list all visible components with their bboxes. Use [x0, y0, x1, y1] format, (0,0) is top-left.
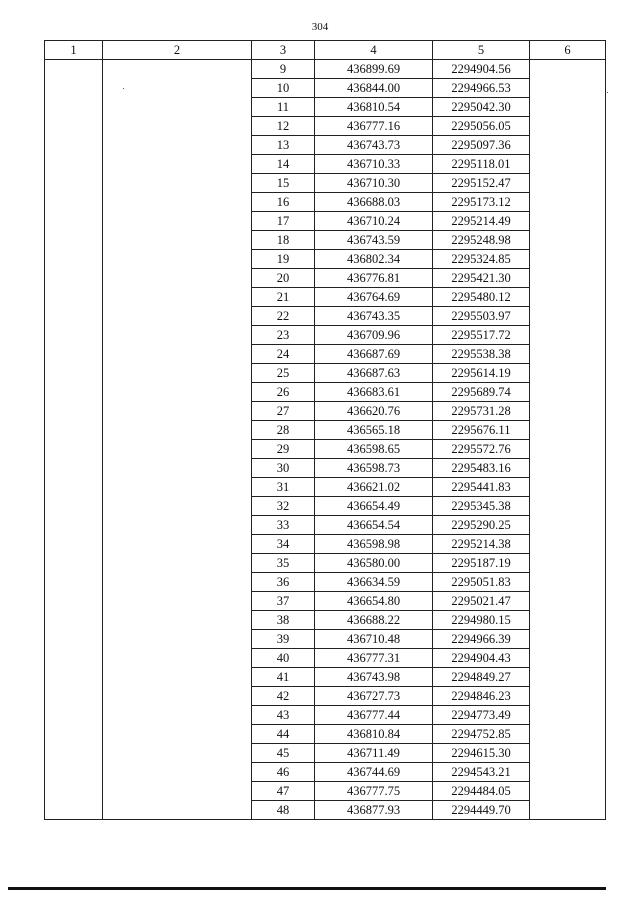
point-number-cell: 10	[252, 79, 315, 98]
x-coordinate-cell: 436687.63	[315, 364, 433, 383]
x-coordinate-cell: 436777.31	[315, 649, 433, 668]
point-number-cell: 26	[252, 383, 315, 402]
y-coordinate-cell: 2295689.74	[433, 383, 530, 402]
point-number-cell: 23	[252, 326, 315, 345]
point-number-cell: 15	[252, 174, 315, 193]
table-header-row	[45, 41, 606, 60]
y-coordinate-cell: 2295152.47	[433, 174, 530, 193]
y-coordinate-cell: 2295517.72	[433, 326, 530, 345]
x-coordinate-cell: 436710.24	[315, 212, 433, 231]
column-header-2: 2	[103, 41, 252, 60]
y-coordinate-cell: 2294980.15	[433, 611, 530, 630]
x-coordinate-cell: 436683.61	[315, 383, 433, 402]
x-coordinate-cell: 436565.18	[315, 421, 433, 440]
y-coordinate-cell: 2294484.05	[433, 782, 530, 801]
y-coordinate-cell: 2295097.36	[433, 136, 530, 155]
y-coordinate-cell: 2295056.05	[433, 117, 530, 136]
point-number-cell: 12	[252, 117, 315, 136]
point-number-cell: 11	[252, 98, 315, 117]
column-header-4: 4	[315, 41, 433, 60]
x-coordinate-cell: 436710.48	[315, 630, 433, 649]
point-number-cell: 40	[252, 649, 315, 668]
y-coordinate-cell: 2295324.85	[433, 250, 530, 269]
point-number-cell: 21	[252, 288, 315, 307]
point-number-cell: 22	[252, 307, 315, 326]
y-coordinate-cell: 2295021.47	[433, 592, 530, 611]
y-coordinate-cell: 2295480.12	[433, 288, 530, 307]
x-coordinate-cell: 436598.65	[315, 440, 433, 459]
y-coordinate-cell: 2295118.01	[433, 155, 530, 174]
y-coordinate-cell: 2295503.97	[433, 307, 530, 326]
col2-blank-cell	[103, 60, 252, 820]
point-number-cell: 27	[252, 402, 315, 421]
point-number-cell: 25	[252, 364, 315, 383]
point-number-cell: 36	[252, 573, 315, 592]
point-number-cell: 42	[252, 687, 315, 706]
table-row	[45, 60, 606, 79]
point-number-cell: 47	[252, 782, 315, 801]
point-number-cell: 13	[252, 136, 315, 155]
y-coordinate-cell: 2295441.83	[433, 478, 530, 497]
x-coordinate-cell: 436711.49	[315, 744, 433, 763]
point-number-cell: 24	[252, 345, 315, 364]
x-coordinate-cell: 436654.80	[315, 592, 433, 611]
y-coordinate-cell: 2295572.76	[433, 440, 530, 459]
x-coordinate-cell: 436580.00	[315, 554, 433, 573]
y-coordinate-cell: 2295214.49	[433, 212, 530, 231]
x-coordinate-cell: 436743.73	[315, 136, 433, 155]
point-number-cell: 35	[252, 554, 315, 573]
column-header-3: 3	[252, 41, 315, 60]
point-number-cell: 31	[252, 478, 315, 497]
x-coordinate-cell: 436899.69	[315, 60, 433, 79]
y-coordinate-cell: 2295051.83	[433, 573, 530, 592]
y-coordinate-cell: 2295345.38	[433, 497, 530, 516]
x-coordinate-cell: 436620.76	[315, 402, 433, 421]
x-coordinate-cell: 436598.73	[315, 459, 433, 478]
y-coordinate-cell: 2295248.98	[433, 231, 530, 250]
y-coordinate-cell: 2294615.30	[433, 744, 530, 763]
column-header-5: 5	[433, 41, 530, 60]
x-coordinate-cell: 436764.69	[315, 288, 433, 307]
y-coordinate-cell: 2294904.43	[433, 649, 530, 668]
x-coordinate-cell: 436877.93	[315, 801, 433, 820]
x-coordinate-cell: 436776.81	[315, 269, 433, 288]
y-coordinate-cell: 2294904.56	[433, 60, 530, 79]
x-coordinate-cell: 436743.98	[315, 668, 433, 687]
y-coordinate-cell: 2295538.38	[433, 345, 530, 364]
y-coordinate-cell: 2295421.30	[433, 269, 530, 288]
point-number-cell: 32	[252, 497, 315, 516]
point-number-cell: 46	[252, 763, 315, 782]
scan-speck	[123, 88, 124, 89]
point-number-cell: 9	[252, 60, 315, 79]
x-coordinate-cell: 436743.35	[315, 307, 433, 326]
x-coordinate-cell: 436654.54	[315, 516, 433, 535]
point-number-cell: 33	[252, 516, 315, 535]
x-coordinate-cell: 436743.59	[315, 231, 433, 250]
x-coordinate-cell: 436709.96	[315, 326, 433, 345]
y-coordinate-cell: 2295290.25	[433, 516, 530, 535]
point-number-cell: 16	[252, 193, 315, 212]
point-number-cell: 34	[252, 535, 315, 554]
y-coordinate-cell: 2295483.16	[433, 459, 530, 478]
y-coordinate-cell: 2294773.49	[433, 706, 530, 725]
x-coordinate-cell: 436688.22	[315, 611, 433, 630]
y-coordinate-cell: 2295042.30	[433, 98, 530, 117]
point-number-cell: 19	[252, 250, 315, 269]
point-number-cell: 18	[252, 231, 315, 250]
x-coordinate-cell: 436802.34	[315, 250, 433, 269]
x-coordinate-cell: 436810.84	[315, 725, 433, 744]
point-number-cell: 43	[252, 706, 315, 725]
table-body	[45, 60, 606, 820]
page-number: 304	[311, 21, 329, 33]
x-coordinate-cell: 436727.73	[315, 687, 433, 706]
y-coordinate-cell: 2294966.39	[433, 630, 530, 649]
x-coordinate-cell: 436777.75	[315, 782, 433, 801]
x-coordinate-cell: 436777.16	[315, 117, 433, 136]
x-coordinate-cell: 436710.33	[315, 155, 433, 174]
point-number-cell: 17	[252, 212, 315, 231]
x-coordinate-cell: 436777.44	[315, 706, 433, 725]
bottom-rule	[8, 887, 606, 890]
x-coordinate-cell: 436844.00	[315, 79, 433, 98]
x-coordinate-cell: 436634.59	[315, 573, 433, 592]
y-coordinate-cell: 2295187.19	[433, 554, 530, 573]
x-coordinate-cell: 436598.98	[315, 535, 433, 554]
scan-speck	[607, 92, 608, 93]
x-coordinate-cell: 436687.69	[315, 345, 433, 364]
point-number-cell: 37	[252, 592, 315, 611]
point-number-cell: 41	[252, 668, 315, 687]
y-coordinate-cell: 2295731.28	[433, 402, 530, 421]
y-coordinate-cell: 2294846.23	[433, 687, 530, 706]
x-coordinate-cell: 436688.03	[315, 193, 433, 212]
coordinates-table	[44, 40, 606, 820]
point-number-cell: 30	[252, 459, 315, 478]
y-coordinate-cell: 2295676.11	[433, 421, 530, 440]
y-coordinate-cell: 2294849.27	[433, 668, 530, 687]
y-coordinate-cell: 2295214.38	[433, 535, 530, 554]
y-coordinate-cell: 2295614.19	[433, 364, 530, 383]
point-number-cell: 14	[252, 155, 315, 174]
point-number-cell: 28	[252, 421, 315, 440]
point-number-cell: 45	[252, 744, 315, 763]
y-coordinate-cell: 2294752.85	[433, 725, 530, 744]
x-coordinate-cell: 436810.54	[315, 98, 433, 117]
y-coordinate-cell: 2294449.70	[433, 801, 530, 820]
point-number-cell: 48	[252, 801, 315, 820]
column-header-6: 6	[530, 41, 606, 60]
x-coordinate-cell: 436654.49	[315, 497, 433, 516]
y-coordinate-cell: 2295173.12	[433, 193, 530, 212]
point-number-cell: 29	[252, 440, 315, 459]
col6-blank-cell	[530, 60, 606, 820]
point-number-cell: 20	[252, 269, 315, 288]
x-coordinate-cell: 436744.69	[315, 763, 433, 782]
point-number-cell: 39	[252, 630, 315, 649]
x-coordinate-cell: 436621.02	[315, 478, 433, 497]
x-coordinate-cell: 436710.30	[315, 174, 433, 193]
column-header-1: 1	[45, 41, 103, 60]
col1-blank-cell	[45, 60, 103, 820]
point-number-cell: 38	[252, 611, 315, 630]
y-coordinate-cell: 2294543.21	[433, 763, 530, 782]
point-number-cell: 44	[252, 725, 315, 744]
y-coordinate-cell: 2294966.53	[433, 79, 530, 98]
